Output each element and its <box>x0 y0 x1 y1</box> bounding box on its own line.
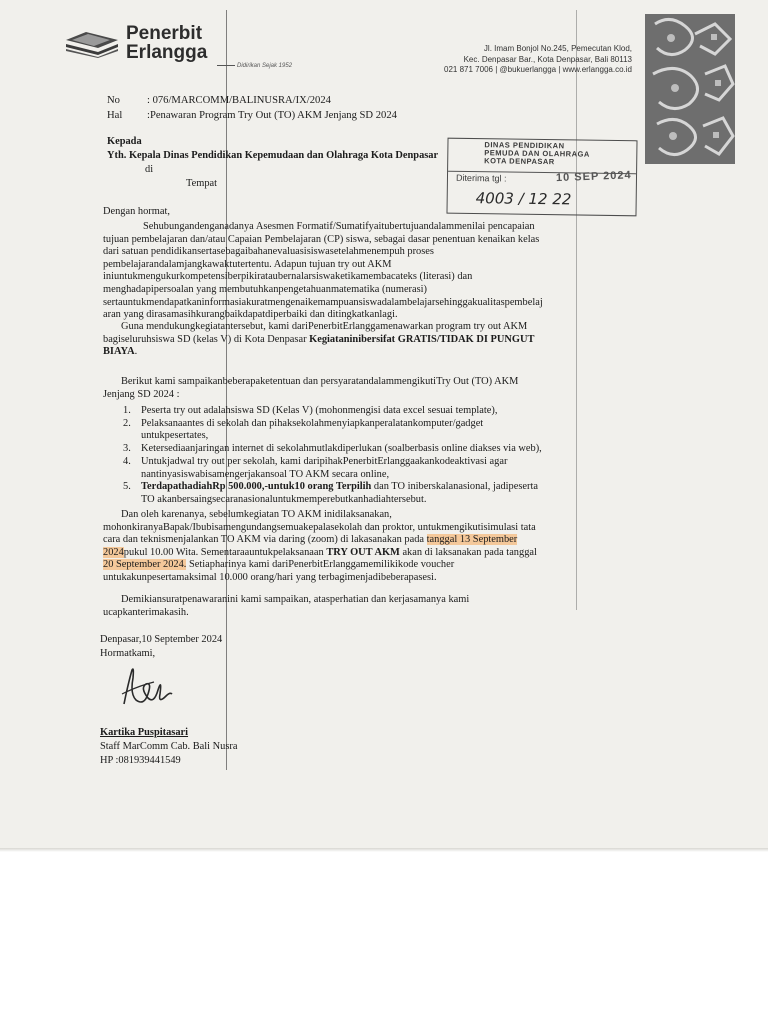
recipient-di: di <box>145 164 154 175</box>
company-tagline: Didirikan Sejak 1952 <box>217 63 292 69</box>
terms-list <box>103 405 638 507</box>
list-item: 3. Ketersediaanjaringan internet di sekolahmutlakdiperlukan (soalberbasis online diakses via web), <box>123 443 542 455</box>
paragraph-closing: Demikiansuratpenawaranini kami sampaikan, atasperhatian dan kerjasamanya kami ucapkanterimakasih. <box>103 594 470 618</box>
company-name: Penerbit Erlangga <box>126 23 208 63</box>
decorative-ornament-icon <box>645 14 735 164</box>
paragraph-terms-intro: Berikut kami sampaikanbeberapaketentuan dan persyaratandalammengikutiTry Out (TO) AKM Jenjang SD 2024 : <box>103 376 519 400</box>
paragraph-schedule: Dan oleh karenanya, sebelumkegiatan TO AKM inidilaksanakan, mohonkiranyaBapak/Ibubisamengundangsemuakepalasekolah dan proktor, untukmengikutisimulasi tata cara dan teknismenjalankan TO AKM via daring (zoom) di lakasanakan pada tanggal 13 September 2024pukul 10.00 Wita. Sementaraauntukpelaksanaan TRY OUT AKM akan di laksanakan pada tanggal 20 September 2024. Setiapharinya kami dariPenerbitErlanggamemilikikode voucher untukakunpesertamaksimal 10.000 orang/hari yang terbagimenjadibeberapasesi. <box>103 509 537 583</box>
received-stamp <box>446 138 637 217</box>
paragraph-offer: Guna mendukungkegiatantersebut, kami dariPenerbitErlanggamenawarkan program try out AKM bagiseluruhsiswa SD (kelas V) di Kota Denpasar Kegiataninibersifat GRATIS/TIDAK DI PUNGUT BIAYA. <box>103 321 535 358</box>
company-logo <box>64 23 293 70</box>
recipient-name: Yth. Kepala Dinas Pendidikan Kepemudaan dan Olahraga Kota Denpasar <box>107 150 439 161</box>
signatory-name: Kartika Puspitasari <box>100 727 189 738</box>
logo-books-icon <box>64 30 120 58</box>
signature-icon <box>118 664 178 710</box>
signatory-position: Staff MarComm Cab. Bali Nusra <box>100 741 238 752</box>
regards: Hormatkami, <box>100 648 156 659</box>
recipient-kepada: Kepada <box>107 136 142 147</box>
signatory-phone: HP :081939441549 <box>100 755 181 766</box>
greeting: Dengan hormat, <box>103 206 170 217</box>
list-item: 1. Peserta try out adalahsiswa SD (Kelas V) (mohonmengisi data excel sesuai template), <box>123 405 498 416</box>
paragraph-intro: Sehubungandenganadanya Asesmen Formatif/Sumatifyaitubertujuandalammenilai pencapaian tujuan pembelajaran dan/atau Capaian Pembelajaran (CP) siswa, sebagai dasar penentuan kenaikan kelas dari satuan pendidikansertasebagaibahanevaluasisiswasetelahmenempuh proses pembelajarandalamjangkawaktutertentu. Adapun tujuan try out AKM iniuntukmengukurkompetensiberpikirataubernalarsiswaketikamembacateks (literasi) dan menghadapipersoalan yang membutuhkanpengetahuanmatematika (numerasi) sertauntukmendapatkaninformasiakuratmengenaikemampuansiswadalambelajarsehinggakualitaspembelaj aran yang dirasamasihkurangbaikdapatdiperbaiki dan ditingkatkanlagi. <box>103 221 543 321</box>
subject-line: Hal :Penawaran Program Try Out (TO) AKM Jenjang SD 2024 <box>107 110 397 121</box>
page-edge <box>0 848 768 852</box>
stamp-title: DINAS PENDIDIKAN PEMUDA DAN OLAHRAGA KOTA DENPASAR <box>484 140 590 167</box>
stamp-received-label: Diterima tgl : <box>455 172 507 184</box>
stamp-handwritten-number: 4003 / 12 22 <box>475 189 572 209</box>
highlighted-date: 20 September 2024. <box>103 559 187 571</box>
place-date: Denpasar,10 September 2024 <box>100 634 223 645</box>
highlighted-date: tanggal 13 September <box>426 534 518 546</box>
list-item: 4. Untukjadwal try out per sekolah, kami daripihakPenerbitErlanggaakankodeaktivasi agar nantinyasiswabisamengerjakansoal TO AKM secara online, <box>123 456 508 480</box>
list-item: 5. TerdapathadiahRp 500.000,-untuk10 orang Terpilih dan TO iniberskalanasional, jadipeserta TO akanbersaingsecaranasionaluntukmemperebutkanhadiahtersebut. <box>123 481 538 505</box>
company-address: Jl. Imam Bonjol No.245, Pemecutan Klod, Kec. Denpasar Bar., Kota Denpasar, Bali 80113 021 871 7006 | @bukuerlangga | www.erlangga.co.id <box>444 44 632 74</box>
recipient-tempat: Tempat <box>186 178 218 189</box>
list-item: 2. Pelaksanaantes di sekolah dan pihaksekolahmenyiapkanperalatankomputer/gadget untukpesertates, <box>123 417 484 442</box>
reference-number: No : 076/MARCOMM/BALINUSRA/IX/2024 <box>107 95 331 106</box>
stamp-received-date: 10 SEP 2024 <box>555 169 632 185</box>
